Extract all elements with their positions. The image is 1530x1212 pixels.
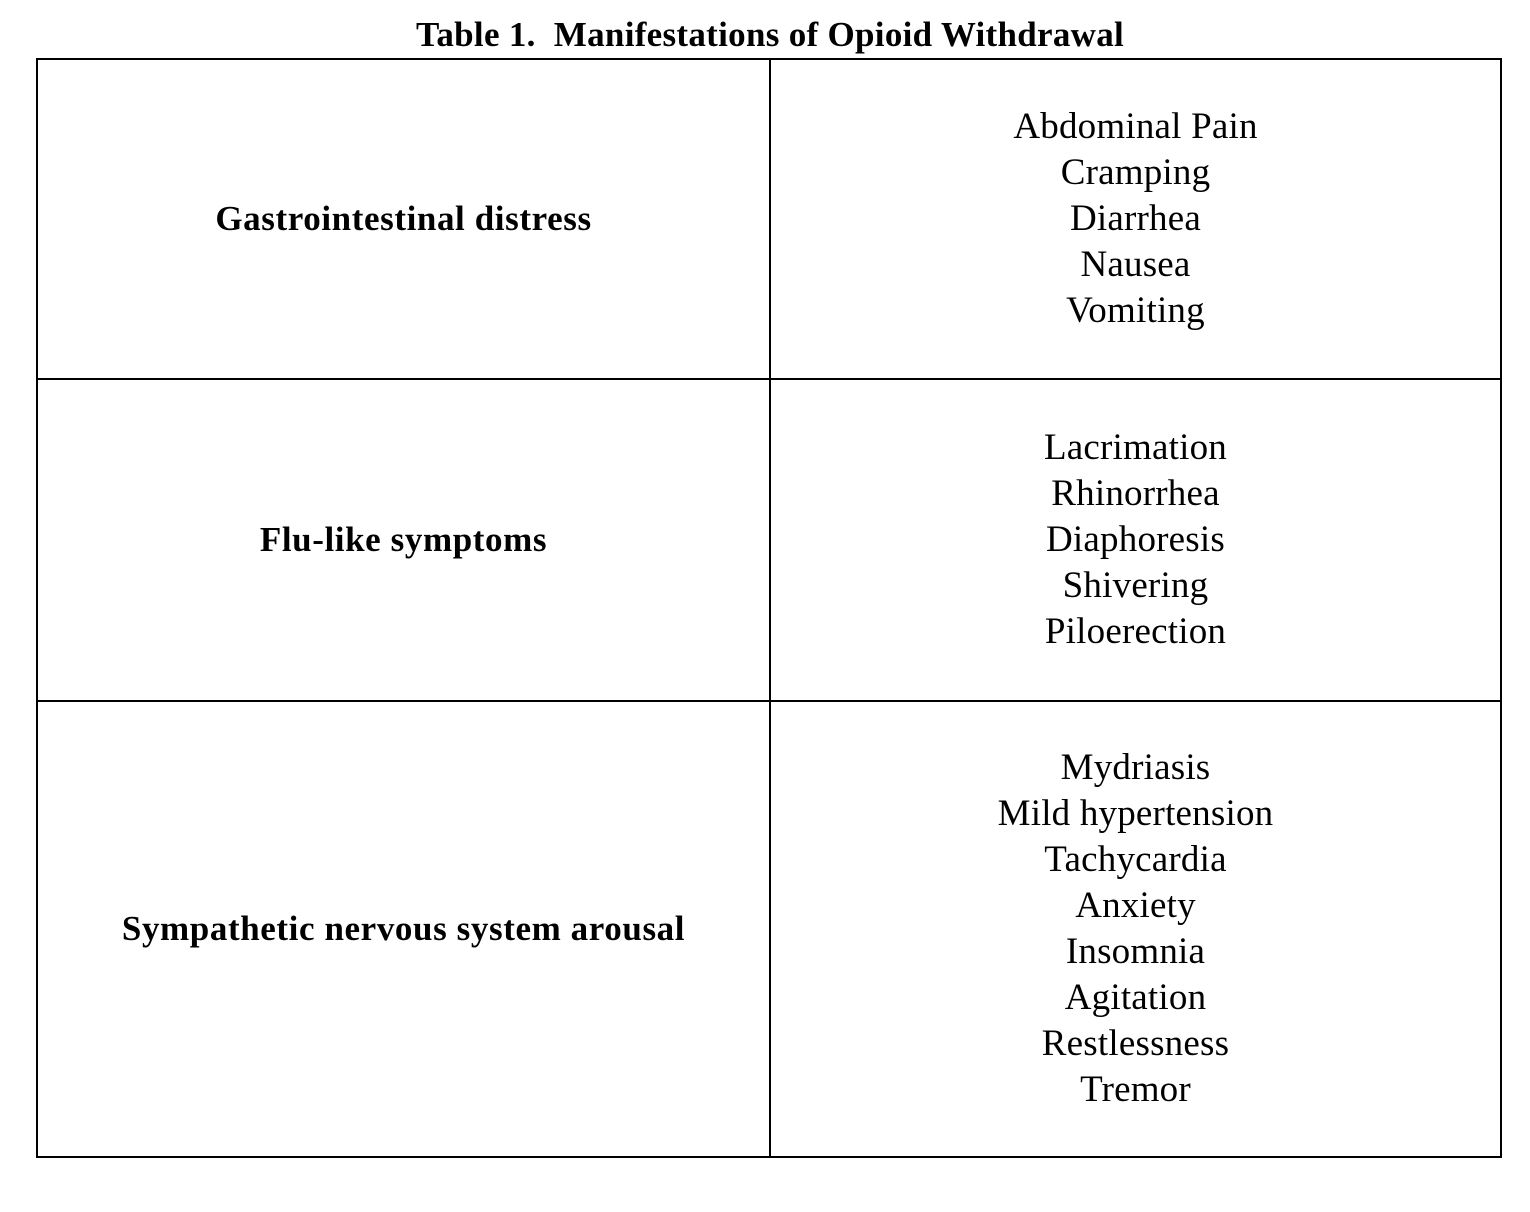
symptom-item: Diarrhea xyxy=(1069,198,1201,239)
symptom-item: Tachycardia xyxy=(1044,839,1227,880)
symptom-item: Anxiety xyxy=(1075,885,1196,926)
symptom-item: Mild hypertension xyxy=(997,793,1274,834)
symptoms-cell xyxy=(770,379,1501,701)
symptom-item: Diaphoresis xyxy=(1046,519,1225,560)
symptom-item: Vomiting xyxy=(1066,290,1205,331)
table-row xyxy=(37,701,1501,1157)
symptom-item: Mydriasis xyxy=(1060,747,1211,788)
symptom-item: Tremor xyxy=(1080,1069,1191,1110)
category-cell xyxy=(37,379,770,701)
category-label: Flu-like symptoms xyxy=(259,520,548,559)
table-row xyxy=(37,59,1501,379)
symptom-item: Abdominal Pain xyxy=(1013,106,1258,147)
symptom-list xyxy=(771,425,1500,655)
symptom-item: Shivering xyxy=(1062,565,1209,606)
symptom-item: Insomnia xyxy=(1065,931,1206,972)
manifestations-table xyxy=(36,58,1502,1158)
symptom-list xyxy=(771,104,1500,334)
symptom-item: Restlessness xyxy=(1041,1023,1230,1064)
category-cell xyxy=(37,701,770,1157)
category-label: Sympathetic nervous system arousal xyxy=(121,909,686,948)
symptom-item: Rhinorrhea xyxy=(1051,473,1220,514)
symptoms-cell xyxy=(770,701,1501,1157)
symptom-item: Nausea xyxy=(1080,244,1191,285)
symptom-item: Cramping xyxy=(1060,152,1211,193)
category-cell xyxy=(37,59,770,379)
table-title: Table 1. Manifestations of Opioid Withdrawal xyxy=(415,15,1125,54)
category-label: Gastrointestinal distress xyxy=(215,199,592,238)
table-row xyxy=(37,379,1501,701)
symptom-item: Piloerection xyxy=(1044,611,1227,652)
symptom-item: Lacrimation xyxy=(1043,427,1227,468)
symptoms-cell xyxy=(770,59,1501,379)
symptom-list xyxy=(771,745,1500,1113)
symptom-item: Agitation xyxy=(1064,977,1207,1018)
